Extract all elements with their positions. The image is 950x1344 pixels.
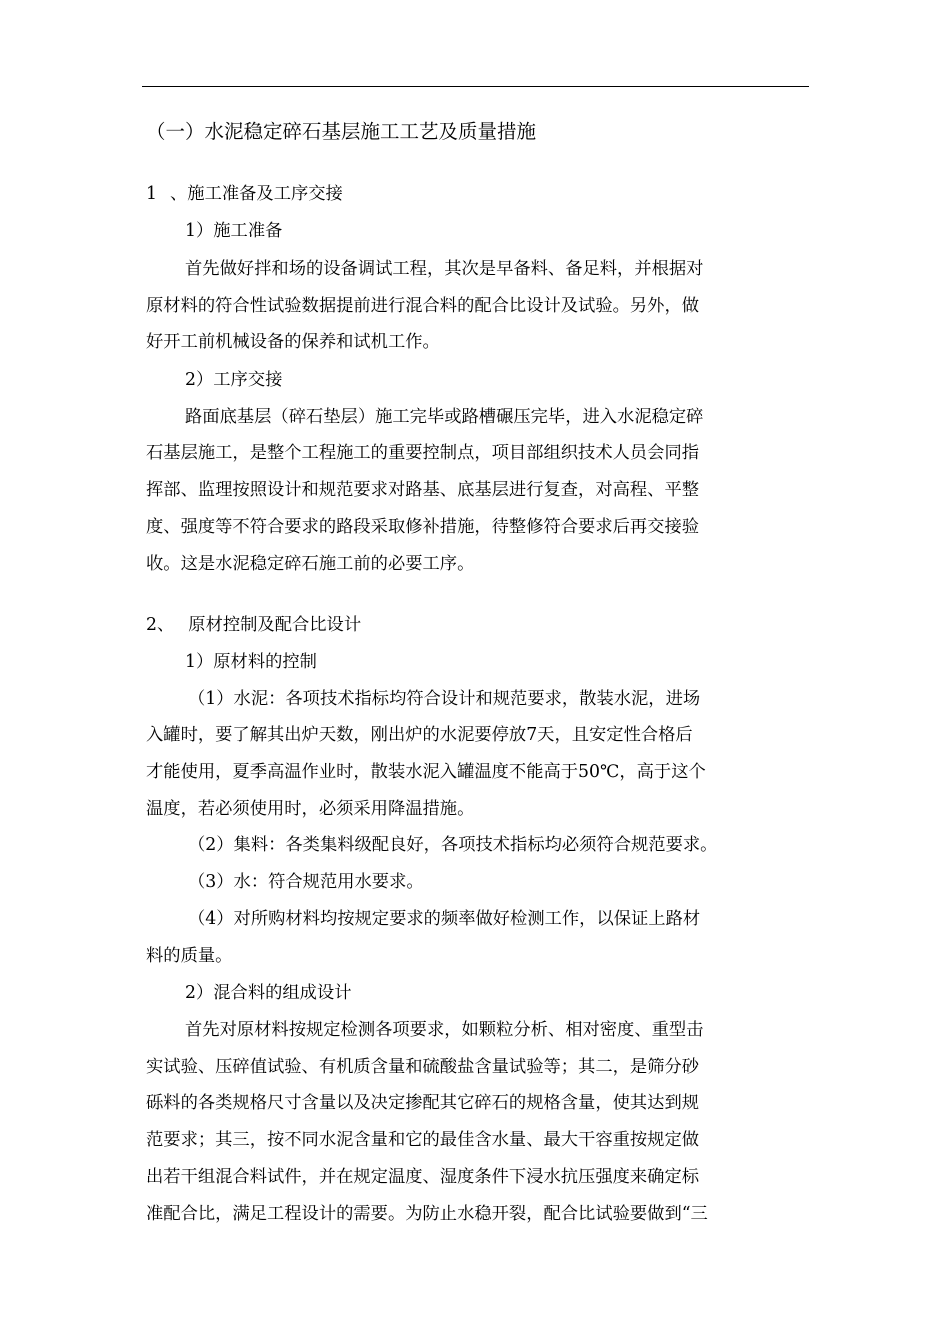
paragraph-line: （3）水：符合规范用水要求。 bbox=[188, 872, 424, 892]
section-2-heading bbox=[146, 613, 814, 637]
page-title: （一）水泥稳定碎石基层施工工艺及质量措施 bbox=[146, 120, 537, 143]
paragraph-line: 度、强度等不符合要求的路段采取修补措施，待整修符合要求后再交接验 bbox=[146, 517, 700, 537]
paragraph-line: 温度，若必须使用时，必须采用降温措施。 bbox=[146, 799, 475, 819]
paragraph-line: 实试验、压碎值试验、有机质含量和硫酸盐含量试验等；其二，是筛分砂 bbox=[146, 1057, 700, 1077]
paragraph-line: （4）对所购材料均按规定要求的频率做好检测工作，以保证上路材 bbox=[188, 909, 701, 929]
paragraph-line: （1）水泥：各项技术指标均符合设计和规范要求，散装水泥，进场 bbox=[188, 689, 701, 709]
top-rule bbox=[142, 86, 809, 87]
paragraph-line: 好开工前机械设备的保养和试机工作。 bbox=[146, 332, 440, 352]
section-2-heading-text: 原材控制及配合比设计 bbox=[188, 615, 362, 635]
section-2-number: 2、 bbox=[146, 615, 175, 635]
subsection-2-2-label: 2）混合料的组成设计 bbox=[185, 983, 352, 1003]
paragraph-line: 入罐时，要了解其出炉天数，刚出炉的水泥要停放7天，且安定性合格后 bbox=[146, 725, 693, 745]
section-1-number: 1 bbox=[146, 184, 157, 204]
section-1-heading bbox=[146, 182, 814, 206]
paragraph-line: 才能使用，夏季高温作业时，散装水泥入罐温度不能高于50℃，高于这个 bbox=[146, 762, 706, 782]
paragraph-line: 收。这是水泥稳定碎石施工前的必要工序。 bbox=[146, 554, 475, 574]
paragraph-line: （2）集料：各类集料级配良好，各项技术指标均必须符合规范要求。 bbox=[188, 835, 718, 855]
paragraph-line: 挥部、监理按照设计和规范要求对路基、底基层进行复查，对高程、平整 bbox=[146, 480, 700, 500]
paragraph-line: 原材料的符合性试验数据提前进行混合料的配合比设计及试验。另外，做 bbox=[146, 296, 700, 316]
paragraph-line: 砾料的各类规格尺寸含量以及决定掺配其它碎石的规格含量，使其达到规 bbox=[146, 1093, 700, 1113]
paragraph-line: 出若干组混合料试件，并在规定温度、湿度条件下浸水抗压强度来确定标 bbox=[146, 1167, 700, 1187]
paragraph-line: 首先做好拌和场的设备调试工程，其次是早备料、备足料，并根据对 bbox=[185, 259, 704, 279]
paragraph-line: 首先对原材料按规定检测各项要求，如颗粒分析、相对密度、重型击 bbox=[185, 1020, 704, 1040]
paragraph-line: 范要求；其三，按不同水泥含量和它的最佳含水量、最大干容重按规定做 bbox=[146, 1130, 700, 1150]
subsection-1-2-label: 2）工序交接 bbox=[185, 370, 283, 390]
paragraph-line: 准配合比，满足工程设计的需要。为防止水稳开裂，配合比试验要做到“三 bbox=[146, 1204, 708, 1224]
paragraph-line: 石基层施工，是整个工程施工的重要控制点，项目部组织技术人员会同指 bbox=[146, 443, 700, 463]
paragraph-line: 路面底基层（碎石垫层）施工完毕或路槽碾压完毕，进入水泥稳定碎 bbox=[185, 407, 704, 427]
subsection-2-1-label: 1）原材料的控制 bbox=[185, 652, 317, 672]
paragraph-line: 料的质量。 bbox=[146, 946, 233, 966]
subsection-1-1-label: 1）施工准备 bbox=[185, 221, 283, 241]
section-1-heading-text: 、施工准备及工序交接 bbox=[170, 184, 343, 204]
